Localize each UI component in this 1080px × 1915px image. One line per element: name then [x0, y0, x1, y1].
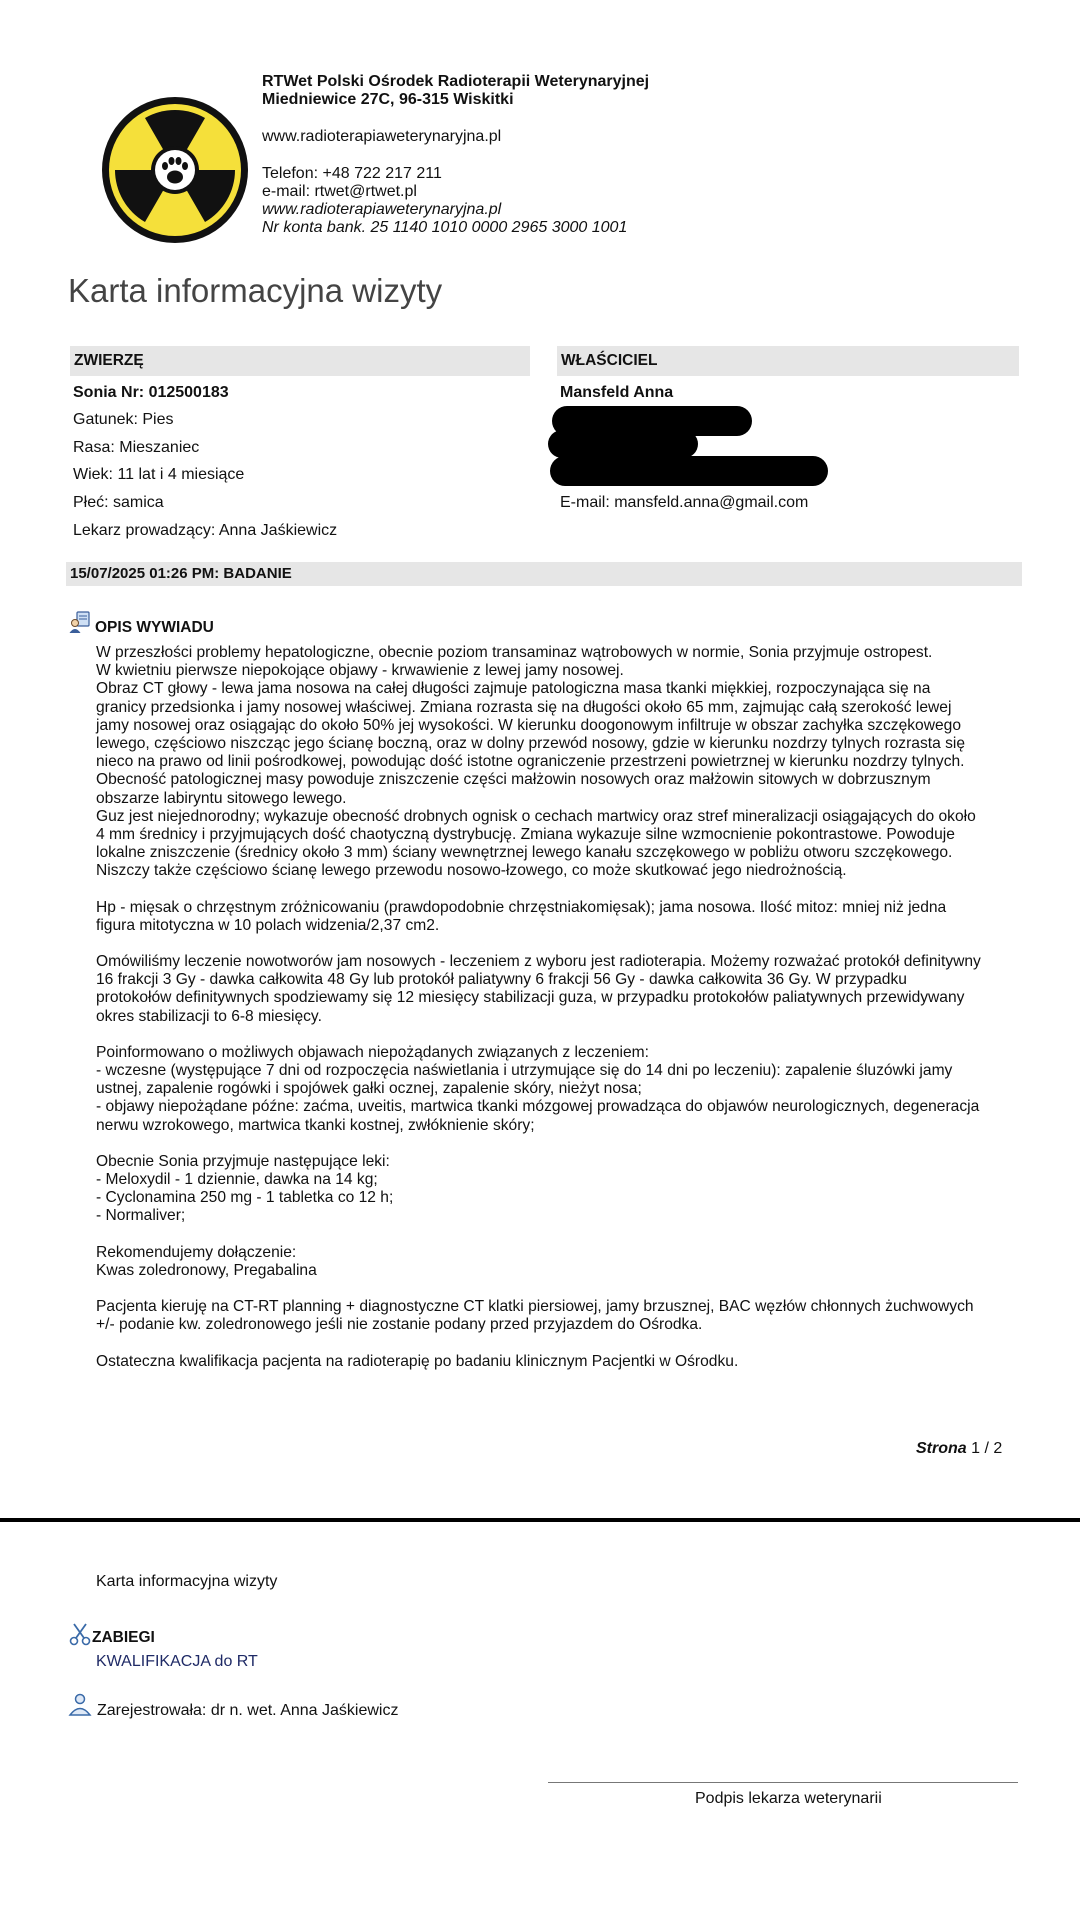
procedure-item: KWALIFIKACJA do RT	[96, 1653, 258, 1670]
narrative-paragraph: Ostateczna kwalifikacja pacjenta na radioterapię po badaniu klinicznym Pacjentki w Ośrodku.	[96, 1352, 739, 1370]
attending-doctor: Lekarz prowadzący: Anna Jaśkiewicz	[73, 522, 338, 539]
page-current: 1	[971, 1440, 981, 1457]
redacted-owner-contact	[548, 404, 833, 488]
signature-label: Podpis lekarza weterynarii	[695, 1790, 882, 1807]
narrative-paragraph: Hp - mięsak o chrzęstnym zróżnicowaniu (prawdopodobnie chrzęstniakomięsak); jama nosowa. Ilość mitoz: mniej niż jedna figura mitotyczna w 10 polach widzenia/2,37 cm2.	[96, 898, 947, 934]
page2-doc-title: Karta informacyjna wizyty	[96, 1573, 278, 1590]
clinic-bank-account: Nr konta bank. 25 1140 1010 0000 2965 3000 1001	[262, 219, 628, 236]
registered-by: Zarejestrowała: dr n. wet. Anna Jaśkiewicz	[97, 1702, 399, 1719]
clinic-email[interactable]: e-mail: rtwet@rtwet.pl	[262, 183, 417, 200]
procedures-icon	[68, 1622, 92, 1646]
narrative-paragraph: W przeszłości problemy hepatologiczne, obecnie poziom transaminaz wątrobowych w normie, Sonia przyjmuje ostropest. W kwietniu pierwsze niepokojące objawy - krwawienie z lewej jamy nosowej. Obraz CT głowy - lewa jama nosowa na całej długości zajmuje patologiczna masa tkanki miękkiej, rozpoczynająca się na granicy przedsionka i jamy nosowej właściwej. Zmiana rozrasta się na długości około 65 mm, zajmując całą szerokość lewej jamy nosowej oraz osiągając do około 50% jej wysokości. W kierunku doogonowym infiltruje w obszar zachyłka szczękowego lewego, częściowo niszcząc jego ścianę boczną, oraz w dolny przewód nosowy, gdzie w kierunku nozdrzy tylnych rozrasta się nieco na prawo od linii pośrodkowej, powodując dość istotne ograniczenie przestrzeni powietrznej w kierunku nozdrzy tylnych. Obecność patologicznej masy powoduje zniszczenie części małżowin nosowych oraz małżowin sitowych w dobrzusznym obszarze labiryntu sitowego lewego. Guz jest niejednorodny; wykazuje obecność drobnych ognisk o cechach martwicy oraz stref mineralizacji osiągających do około 4 mm średnicy i przyjmujących dość chaotyczną dystrybucję. Zmiana wykazuje silne wzmocnienie pokontrastowe. Powoduje lokalne zniszczenie (średnicy około 3 mm) ściany wewnętrznej lewego kanału szczękowego w pobliżu otworu szczękowego. Niszczy także częściowo ścianę lewego przewodu nosowo-łzowego, co może skutkować jego niedrożnością.	[96, 644, 976, 880]
page-label: Strona	[916, 1440, 967, 1457]
interview-icon	[68, 610, 92, 634]
owner-header: WŁAŚCICIEL	[557, 346, 1019, 376]
owner-name: Mansfeld Anna	[560, 384, 674, 401]
clinic-website[interactable]: www.radioterapiaweterynaryjna.pl	[262, 128, 502, 145]
signature-line	[548, 1782, 1018, 1783]
animal-sex: Płeć: samica	[73, 494, 164, 511]
animal-species: Gatunek: Pies	[73, 411, 174, 428]
visit-header: 15/07/2025 01:26 PM: BADANIE	[66, 562, 1022, 586]
narrative-paragraph: Obecnie Sonia przyjmuje następujące leki: - Meloxydil - 1 dziennie, dawka na 14 kg; - Cyclonamina 250 mg - 1 tabletka co 12 h; - Normaliver;	[96, 1152, 394, 1225]
animal-age: Wiek: 11 lat i 4 miesiące	[73, 466, 245, 483]
page-total: / 2	[984, 1440, 1003, 1457]
page-number	[916, 1440, 1002, 1458]
narrative-paragraph: Rekomendujemy dołączenie: Kwas zoledronowy, Pregabalina	[96, 1243, 317, 1279]
animal-header: ZWIERZĘ	[70, 346, 530, 376]
page-title: Karta informacyjna wizyty	[68, 272, 443, 309]
narrative-paragraph: Omówiliśmy leczenie nowotworów jam nosowych - leczeniem z wyboru jest radioterapia. Możemy rozważać protokół definitywny 16 frakcji 3 Gy - dawka całkowita 48 Gy lub protokół paliatywny 6 frakcji 56 Gy - dawka całkowita 36 Gy. W przypadku protokołów definitywnych spodziewamy się 12 miesięcy stabilizacji guza, w przypadku protokołów paliatywnych przewidywany okres stabilizacji to 6-8 miesięcy.	[96, 953, 981, 1025]
narrative-paragraph: Poinformowano o możliwych objawach niepożądanych związanych z leczeniem: - wczesne (występujące 7 dni od rozpoczęcia naświetlania i utrzymujące się do 14 dni po leczeniu): zapalenie śluzówki jamy ustnej, zapalenie rogówki i spojówek gałki ocznej, zapalenie skóry, nieżyt nosa; - objawy niepożądane późne: zaćma, uveitis, martwica tkanki mózgowej prowadząca do objawów neurologicznych, degeneracja nerwu wzrokowego, martwica tkanki kostnej, zwłóknienie skóry;	[96, 1043, 980, 1134]
clinic-website-italic[interactable]: www.radioterapiaweterynaryjna.pl	[262, 201, 502, 218]
clinic-name: RTWet Polski Ośrodek Radioterapii Weterynaryjnej	[262, 73, 650, 90]
page-separator	[0, 1518, 1080, 1522]
owner-email[interactable]: E-mail: mansfeld.anna@gmail.com	[560, 494, 809, 511]
registered-by-icon	[68, 1692, 92, 1716]
animal-name: Sonia Nr: 012500183	[73, 384, 229, 401]
narrative-paragraph: Pacjenta kieruję na CT-RT planning + diagnostyczne CT klatki piersiowej, jamy brzusznej, BAC węzłów chłonnych żuchwowych +/- podanie kw. zoledronowego jeśli nie zostanie podany przed przyjazdem do Ośrodka.	[96, 1298, 974, 1334]
interview-section-title: OPIS WYWIADU	[95, 619, 214, 636]
clinic-logo	[100, 95, 250, 245]
interview-narrative	[96, 644, 1024, 1371]
clinic-phone: Telefon: +48 722 217 211	[262, 165, 442, 182]
animal-breed: Rasa: Mieszaniec	[73, 439, 200, 456]
clinic-address: Miedniewice 27C, 96-315 Wiskitki	[262, 91, 514, 108]
procedures-title: ZABIEGI	[92, 1629, 155, 1646]
